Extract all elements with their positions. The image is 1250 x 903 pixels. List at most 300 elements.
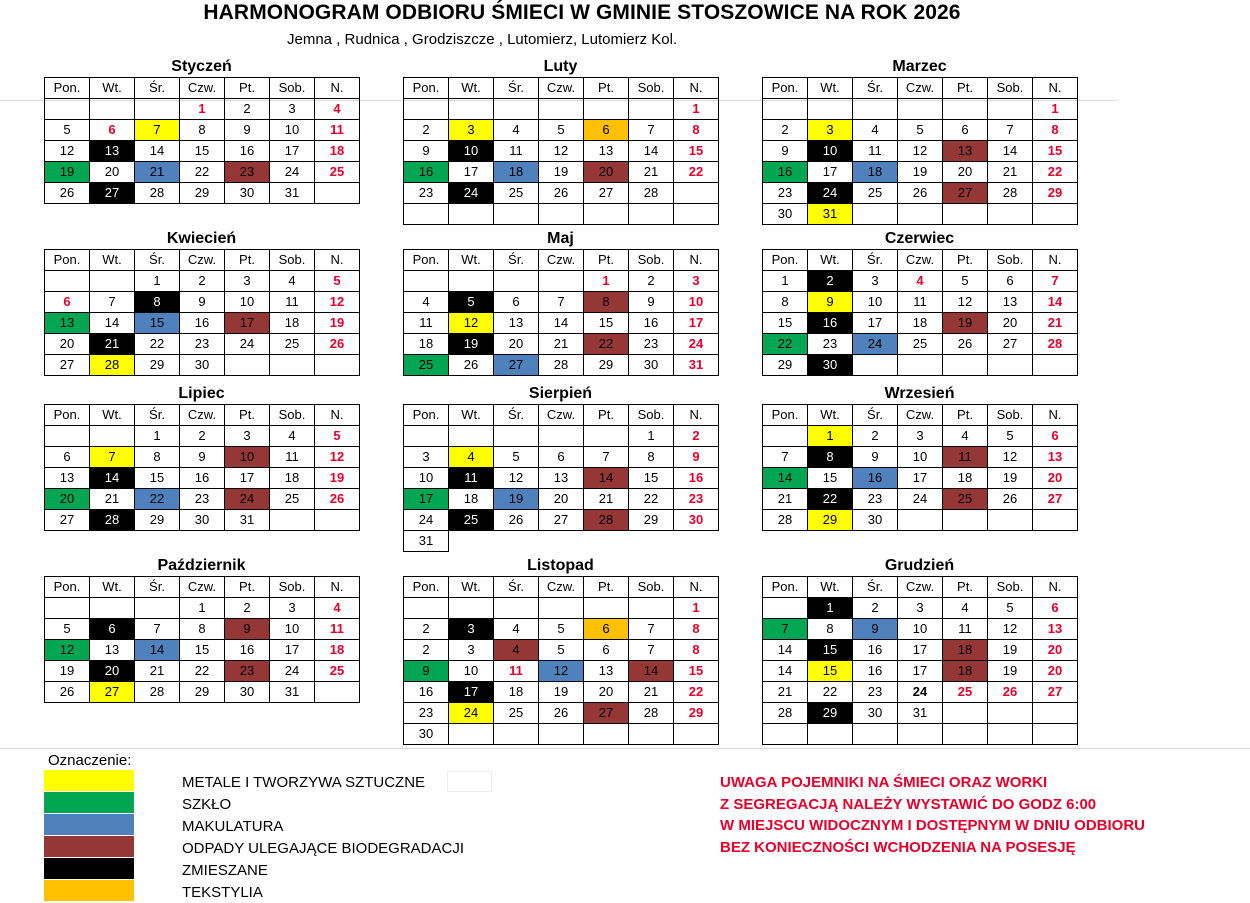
weekday-header: N.	[674, 577, 719, 598]
day-cell: 28	[988, 183, 1033, 204]
weekday-header: Śr.	[135, 577, 180, 598]
day-cell: 8	[584, 292, 629, 313]
day-cell: 9	[404, 141, 449, 162]
day-cell: 19	[898, 162, 943, 183]
day-cell: 15	[135, 468, 180, 489]
day-cell: 30	[853, 703, 898, 724]
day-cell: 27	[943, 183, 988, 204]
week-row	[763, 489, 1078, 510]
day-cell: 28	[539, 355, 584, 376]
day-cell	[1033, 355, 1078, 376]
day-cell: 6	[494, 292, 539, 313]
day-cell: 17	[898, 468, 943, 489]
weekday-header: Pon.	[404, 405, 449, 426]
day-cell: 16	[404, 162, 449, 183]
day-cell: 19	[988, 640, 1033, 661]
week-row	[404, 703, 719, 724]
week-row	[404, 619, 719, 640]
day-cell	[225, 355, 270, 376]
day-cell: 27	[584, 703, 629, 724]
week-row	[404, 120, 719, 141]
day-cell: 27	[90, 682, 135, 703]
day-cell: 14	[988, 141, 1033, 162]
day-cell	[315, 682, 360, 703]
day-cell: 11	[449, 468, 494, 489]
day-cell: 5	[449, 292, 494, 313]
day-cell	[629, 99, 674, 120]
day-cell: 12	[988, 619, 1033, 640]
day-cell	[90, 426, 135, 447]
month-calendar	[44, 228, 359, 376]
weekday-header: Śr.	[853, 78, 898, 99]
weekday-header: Pon.	[45, 78, 90, 99]
weekday-header: Pon.	[45, 577, 90, 598]
day-cell: 25	[494, 183, 539, 204]
week-row	[763, 682, 1078, 703]
day-cell: 11	[270, 447, 315, 468]
day-cell: 1	[808, 598, 853, 619]
weekday-header: Sob.	[629, 250, 674, 271]
day-cell	[404, 426, 449, 447]
weekday-header: Sob.	[270, 577, 315, 598]
day-cell: 19	[45, 162, 90, 183]
day-cell: 1	[674, 99, 719, 120]
day-cell: 24	[225, 334, 270, 355]
day-cell: 17	[449, 162, 494, 183]
month-table	[403, 404, 719, 552]
day-cell: 11	[494, 141, 539, 162]
day-cell: 11	[315, 120, 360, 141]
day-cell: 23	[853, 489, 898, 510]
day-cell: 23	[674, 489, 719, 510]
day-cell: 22	[135, 489, 180, 510]
week-row	[45, 271, 360, 292]
day-cell: 27	[1033, 682, 1078, 703]
day-cell: 16	[853, 661, 898, 682]
day-cell: 17	[808, 162, 853, 183]
day-cell: 12	[988, 447, 1033, 468]
day-cell: 8	[135, 292, 180, 313]
day-cell: 23	[763, 183, 808, 204]
day-cell: 4	[898, 271, 943, 292]
day-cell	[988, 703, 1033, 724]
day-cell: 20	[943, 162, 988, 183]
day-cell: 20	[584, 682, 629, 703]
day-cell: 22	[180, 661, 225, 682]
weekday-header: N.	[1033, 577, 1078, 598]
week-row	[763, 355, 1078, 376]
legend-swatch-brown	[44, 836, 134, 857]
month-name: Listopad	[527, 557, 594, 574]
day-cell: 10	[270, 619, 315, 640]
day-cell: 9	[853, 619, 898, 640]
week-row	[404, 682, 719, 703]
week-row	[404, 292, 719, 313]
day-cell	[988, 724, 1033, 745]
day-cell: 4	[494, 120, 539, 141]
day-cell: 15	[674, 141, 719, 162]
weekday-header: Śr.	[853, 405, 898, 426]
month-table	[44, 249, 360, 376]
day-cell: 8	[674, 120, 719, 141]
day-cell: 24	[898, 489, 943, 510]
month-calendar	[44, 56, 359, 204]
day-cell: 27	[539, 510, 584, 531]
weekday-header-row	[404, 78, 719, 99]
month-calendar	[403, 383, 718, 552]
day-cell	[943, 355, 988, 376]
weekday-header: N.	[1033, 78, 1078, 99]
day-cell: 7	[584, 447, 629, 468]
day-cell: 1	[763, 271, 808, 292]
day-cell: 29	[135, 355, 180, 376]
weekday-header: Wt.	[808, 405, 853, 426]
day-cell: 5	[943, 271, 988, 292]
week-row	[763, 598, 1078, 619]
weekday-header: Śr.	[853, 577, 898, 598]
week-row	[45, 598, 360, 619]
day-cell: 24	[449, 183, 494, 204]
day-cell: 23	[225, 661, 270, 682]
day-cell: 22	[629, 489, 674, 510]
divider	[0, 748, 1250, 749]
day-cell	[763, 426, 808, 447]
day-cell: 5	[988, 598, 1033, 619]
month-table	[44, 576, 360, 703]
day-cell: 7	[629, 619, 674, 640]
day-cell: 21	[135, 162, 180, 183]
day-cell: 22	[1033, 162, 1078, 183]
day-cell: 24	[808, 183, 853, 204]
day-cell	[45, 598, 90, 619]
week-row	[45, 141, 360, 162]
day-cell: 30	[404, 724, 449, 745]
day-cell: 18	[853, 162, 898, 183]
week-row	[763, 271, 1078, 292]
day-cell: 19	[988, 468, 1033, 489]
day-cell: 21	[763, 489, 808, 510]
day-cell: 18	[898, 313, 943, 334]
day-cell	[808, 99, 853, 120]
day-cell: 13	[539, 468, 584, 489]
weekday-header: Pt.	[943, 250, 988, 271]
week-row	[45, 183, 360, 204]
day-cell	[270, 510, 315, 531]
weekday-header: Pon.	[404, 577, 449, 598]
day-cell	[315, 510, 360, 531]
page-title: HARMONOGRAM ODBIORU ŚMIECI W GMINIE STOSZOWICE NA ROK 2026	[203, 1, 961, 24]
week-row	[763, 619, 1078, 640]
day-cell	[853, 355, 898, 376]
day-cell: 20	[90, 661, 135, 682]
week-row	[404, 334, 719, 355]
day-cell: 16	[180, 468, 225, 489]
day-cell	[449, 271, 494, 292]
day-cell: 27	[45, 510, 90, 531]
week-row	[404, 661, 719, 682]
day-cell	[629, 204, 674, 225]
day-cell	[404, 598, 449, 619]
month-calendar	[762, 383, 1077, 531]
day-cell: 29	[135, 510, 180, 531]
day-cell	[539, 598, 584, 619]
weekday-header: Pon.	[763, 78, 808, 99]
notice	[720, 772, 1145, 858]
week-row	[404, 183, 719, 204]
day-cell: 26	[315, 489, 360, 510]
weekday-header: Pt.	[943, 577, 988, 598]
day-cell: 6	[539, 447, 584, 468]
weekday-header-row	[763, 78, 1078, 99]
day-cell: 23	[225, 162, 270, 183]
day-cell: 31	[225, 510, 270, 531]
day-cell: 10	[270, 120, 315, 141]
day-cell	[135, 99, 180, 120]
weekday-header: Śr.	[135, 405, 180, 426]
day-cell: 20	[539, 489, 584, 510]
day-cell: 2	[225, 598, 270, 619]
day-cell: 9	[674, 447, 719, 468]
day-cell: 14	[1033, 292, 1078, 313]
day-cell: 8	[808, 619, 853, 640]
legend-label: SZKŁO	[182, 796, 232, 813]
week-row	[763, 183, 1078, 204]
day-cell: 12	[315, 447, 360, 468]
day-cell: 9	[225, 619, 270, 640]
day-cell: 20	[1033, 468, 1078, 489]
day-cell: 1	[180, 99, 225, 120]
day-cell	[763, 598, 808, 619]
day-cell: 20	[45, 334, 90, 355]
day-cell: 23	[180, 334, 225, 355]
week-row	[763, 426, 1078, 447]
day-cell: 15	[808, 661, 853, 682]
day-cell: 2	[853, 426, 898, 447]
week-row	[763, 468, 1078, 489]
page-subtitle: Jemna , Rudnica , Grodziszcze , Lutomierz, Lutomierz Kol.	[287, 31, 678, 48]
day-cell: 4	[494, 640, 539, 661]
day-cell: 28	[584, 510, 629, 531]
day-cell: 11	[943, 447, 988, 468]
weekday-header: N.	[1033, 405, 1078, 426]
day-cell: 19	[449, 334, 494, 355]
weekday-header: Pt.	[584, 577, 629, 598]
weekday-header: N.	[1033, 250, 1078, 271]
day-cell: 3	[270, 598, 315, 619]
day-cell: 10	[898, 619, 943, 640]
day-cell: 13	[584, 141, 629, 162]
day-cell: 2	[674, 426, 719, 447]
day-cell: 25	[449, 510, 494, 531]
day-cell: 2	[763, 120, 808, 141]
day-cell: 26	[988, 682, 1033, 703]
day-cell: 26	[45, 682, 90, 703]
day-cell: 11	[853, 141, 898, 162]
day-cell: 12	[45, 640, 90, 661]
day-cell	[853, 724, 898, 745]
day-cell: 25	[853, 183, 898, 204]
weekday-header: Pt.	[584, 250, 629, 271]
day-cell: 17	[404, 489, 449, 510]
month-calendar	[762, 555, 1077, 745]
day-cell: 15	[180, 640, 225, 661]
day-cell: 7	[135, 619, 180, 640]
day-cell: 2	[404, 640, 449, 661]
day-cell: 3	[449, 640, 494, 661]
day-cell: 29	[584, 355, 629, 376]
day-cell	[494, 271, 539, 292]
day-cell	[45, 426, 90, 447]
weekday-header: Sob.	[629, 78, 674, 99]
day-cell: 18	[315, 640, 360, 661]
day-cell: 8	[629, 447, 674, 468]
month-calendar	[762, 56, 1077, 225]
day-cell	[494, 99, 539, 120]
day-cell: 5	[539, 120, 584, 141]
day-cell: 17	[225, 313, 270, 334]
day-cell: 7	[90, 292, 135, 313]
legend-label: ODPADY ULEGAJĄCE BIODEGRADACJI	[182, 840, 465, 857]
legend-title: Oznaczenie:	[48, 752, 132, 769]
day-cell: 1	[629, 426, 674, 447]
day-cell: 19	[539, 682, 584, 703]
day-cell: 18	[404, 334, 449, 355]
day-cell: 10	[808, 141, 853, 162]
week-row	[763, 204, 1078, 225]
day-cell: 23	[808, 334, 853, 355]
weekday-header: N.	[674, 405, 719, 426]
day-cell: 6	[584, 120, 629, 141]
day-cell: 30	[225, 183, 270, 204]
day-cell	[1033, 703, 1078, 724]
day-cell	[898, 99, 943, 120]
weekday-header: Śr.	[494, 78, 539, 99]
day-cell: 18	[315, 141, 360, 162]
day-cell: 3	[404, 447, 449, 468]
day-cell	[315, 183, 360, 204]
day-cell: 25	[270, 334, 315, 355]
day-cell: 14	[629, 141, 674, 162]
week-row	[45, 468, 360, 489]
weekday-header: Pt.	[943, 78, 988, 99]
day-cell	[763, 99, 808, 120]
weekday-header: Śr.	[494, 405, 539, 426]
legend-label: METALE I TWORZYWA SZTUCZNE	[182, 774, 426, 791]
day-cell: 22	[584, 334, 629, 355]
day-cell: 5	[539, 640, 584, 661]
day-cell: 14	[90, 468, 135, 489]
day-cell: 27	[988, 334, 1033, 355]
day-cell	[584, 598, 629, 619]
day-cell: 22	[808, 489, 853, 510]
weekday-header: N.	[315, 577, 360, 598]
day-cell	[449, 99, 494, 120]
day-cell: 21	[629, 162, 674, 183]
day-cell: 11	[898, 292, 943, 313]
weekday-header-row	[404, 577, 719, 598]
day-cell: 2	[180, 271, 225, 292]
day-cell: 9	[180, 447, 225, 468]
day-cell: 16	[180, 313, 225, 334]
month-table	[762, 249, 1078, 376]
day-cell: 9	[225, 120, 270, 141]
day-cell: 3	[449, 619, 494, 640]
day-cell: 9	[853, 447, 898, 468]
weekday-header: Pon.	[45, 250, 90, 271]
day-cell	[943, 99, 988, 120]
month-name: Wrzesień	[884, 385, 955, 402]
day-cell: 5	[494, 447, 539, 468]
day-cell: 22	[808, 682, 853, 703]
legend-label: ZMIESZANE	[182, 862, 268, 879]
weekday-header: Wt.	[449, 405, 494, 426]
day-cell: 5	[315, 426, 360, 447]
day-cell: 12	[315, 292, 360, 313]
day-cell: 18	[270, 313, 315, 334]
weekday-header: Wt.	[449, 78, 494, 99]
day-cell: 16	[629, 313, 674, 334]
day-cell	[1033, 724, 1078, 745]
day-cell: 20	[1033, 640, 1078, 661]
week-row	[763, 313, 1078, 334]
day-cell: 7	[629, 640, 674, 661]
day-cell: 6	[90, 619, 135, 640]
day-cell: 1	[180, 598, 225, 619]
day-cell: 21	[90, 489, 135, 510]
day-cell: 30	[225, 682, 270, 703]
weekday-header: Wt.	[449, 250, 494, 271]
day-cell: 8	[180, 619, 225, 640]
day-cell: 8	[808, 447, 853, 468]
day-cell: 24	[853, 334, 898, 355]
day-cell: 11	[270, 292, 315, 313]
day-cell: 21	[988, 162, 1033, 183]
day-cell: 31	[674, 355, 719, 376]
day-cell: 10	[225, 447, 270, 468]
weekday-header: Śr.	[494, 250, 539, 271]
day-cell	[898, 355, 943, 376]
legend-swatch-blue	[44, 814, 134, 835]
day-cell: 15	[629, 468, 674, 489]
day-cell: 5	[898, 120, 943, 141]
day-cell: 2	[629, 271, 674, 292]
day-cell: 2	[853, 598, 898, 619]
day-cell	[853, 99, 898, 120]
day-cell: 22	[674, 682, 719, 703]
day-cell: 5	[315, 271, 360, 292]
weekday-header: Czw.	[898, 250, 943, 271]
day-cell: 12	[898, 141, 943, 162]
month-table	[403, 249, 719, 376]
day-cell: 31	[270, 682, 315, 703]
weekday-header: Wt.	[90, 405, 135, 426]
day-cell: 7	[629, 120, 674, 141]
day-cell: 8	[180, 120, 225, 141]
weekday-header: Czw.	[180, 250, 225, 271]
weekday-header: Pt.	[225, 577, 270, 598]
day-cell	[45, 271, 90, 292]
month-name: Marzec	[892, 58, 947, 75]
day-cell: 19	[988, 661, 1033, 682]
week-row	[763, 724, 1078, 745]
day-cell	[629, 724, 674, 745]
day-cell: 18	[943, 640, 988, 661]
day-cell: 1	[584, 271, 629, 292]
weekday-header-row	[404, 250, 719, 271]
day-cell: 23	[404, 703, 449, 724]
day-cell: 20	[45, 489, 90, 510]
weekday-header: Pon.	[45, 405, 90, 426]
